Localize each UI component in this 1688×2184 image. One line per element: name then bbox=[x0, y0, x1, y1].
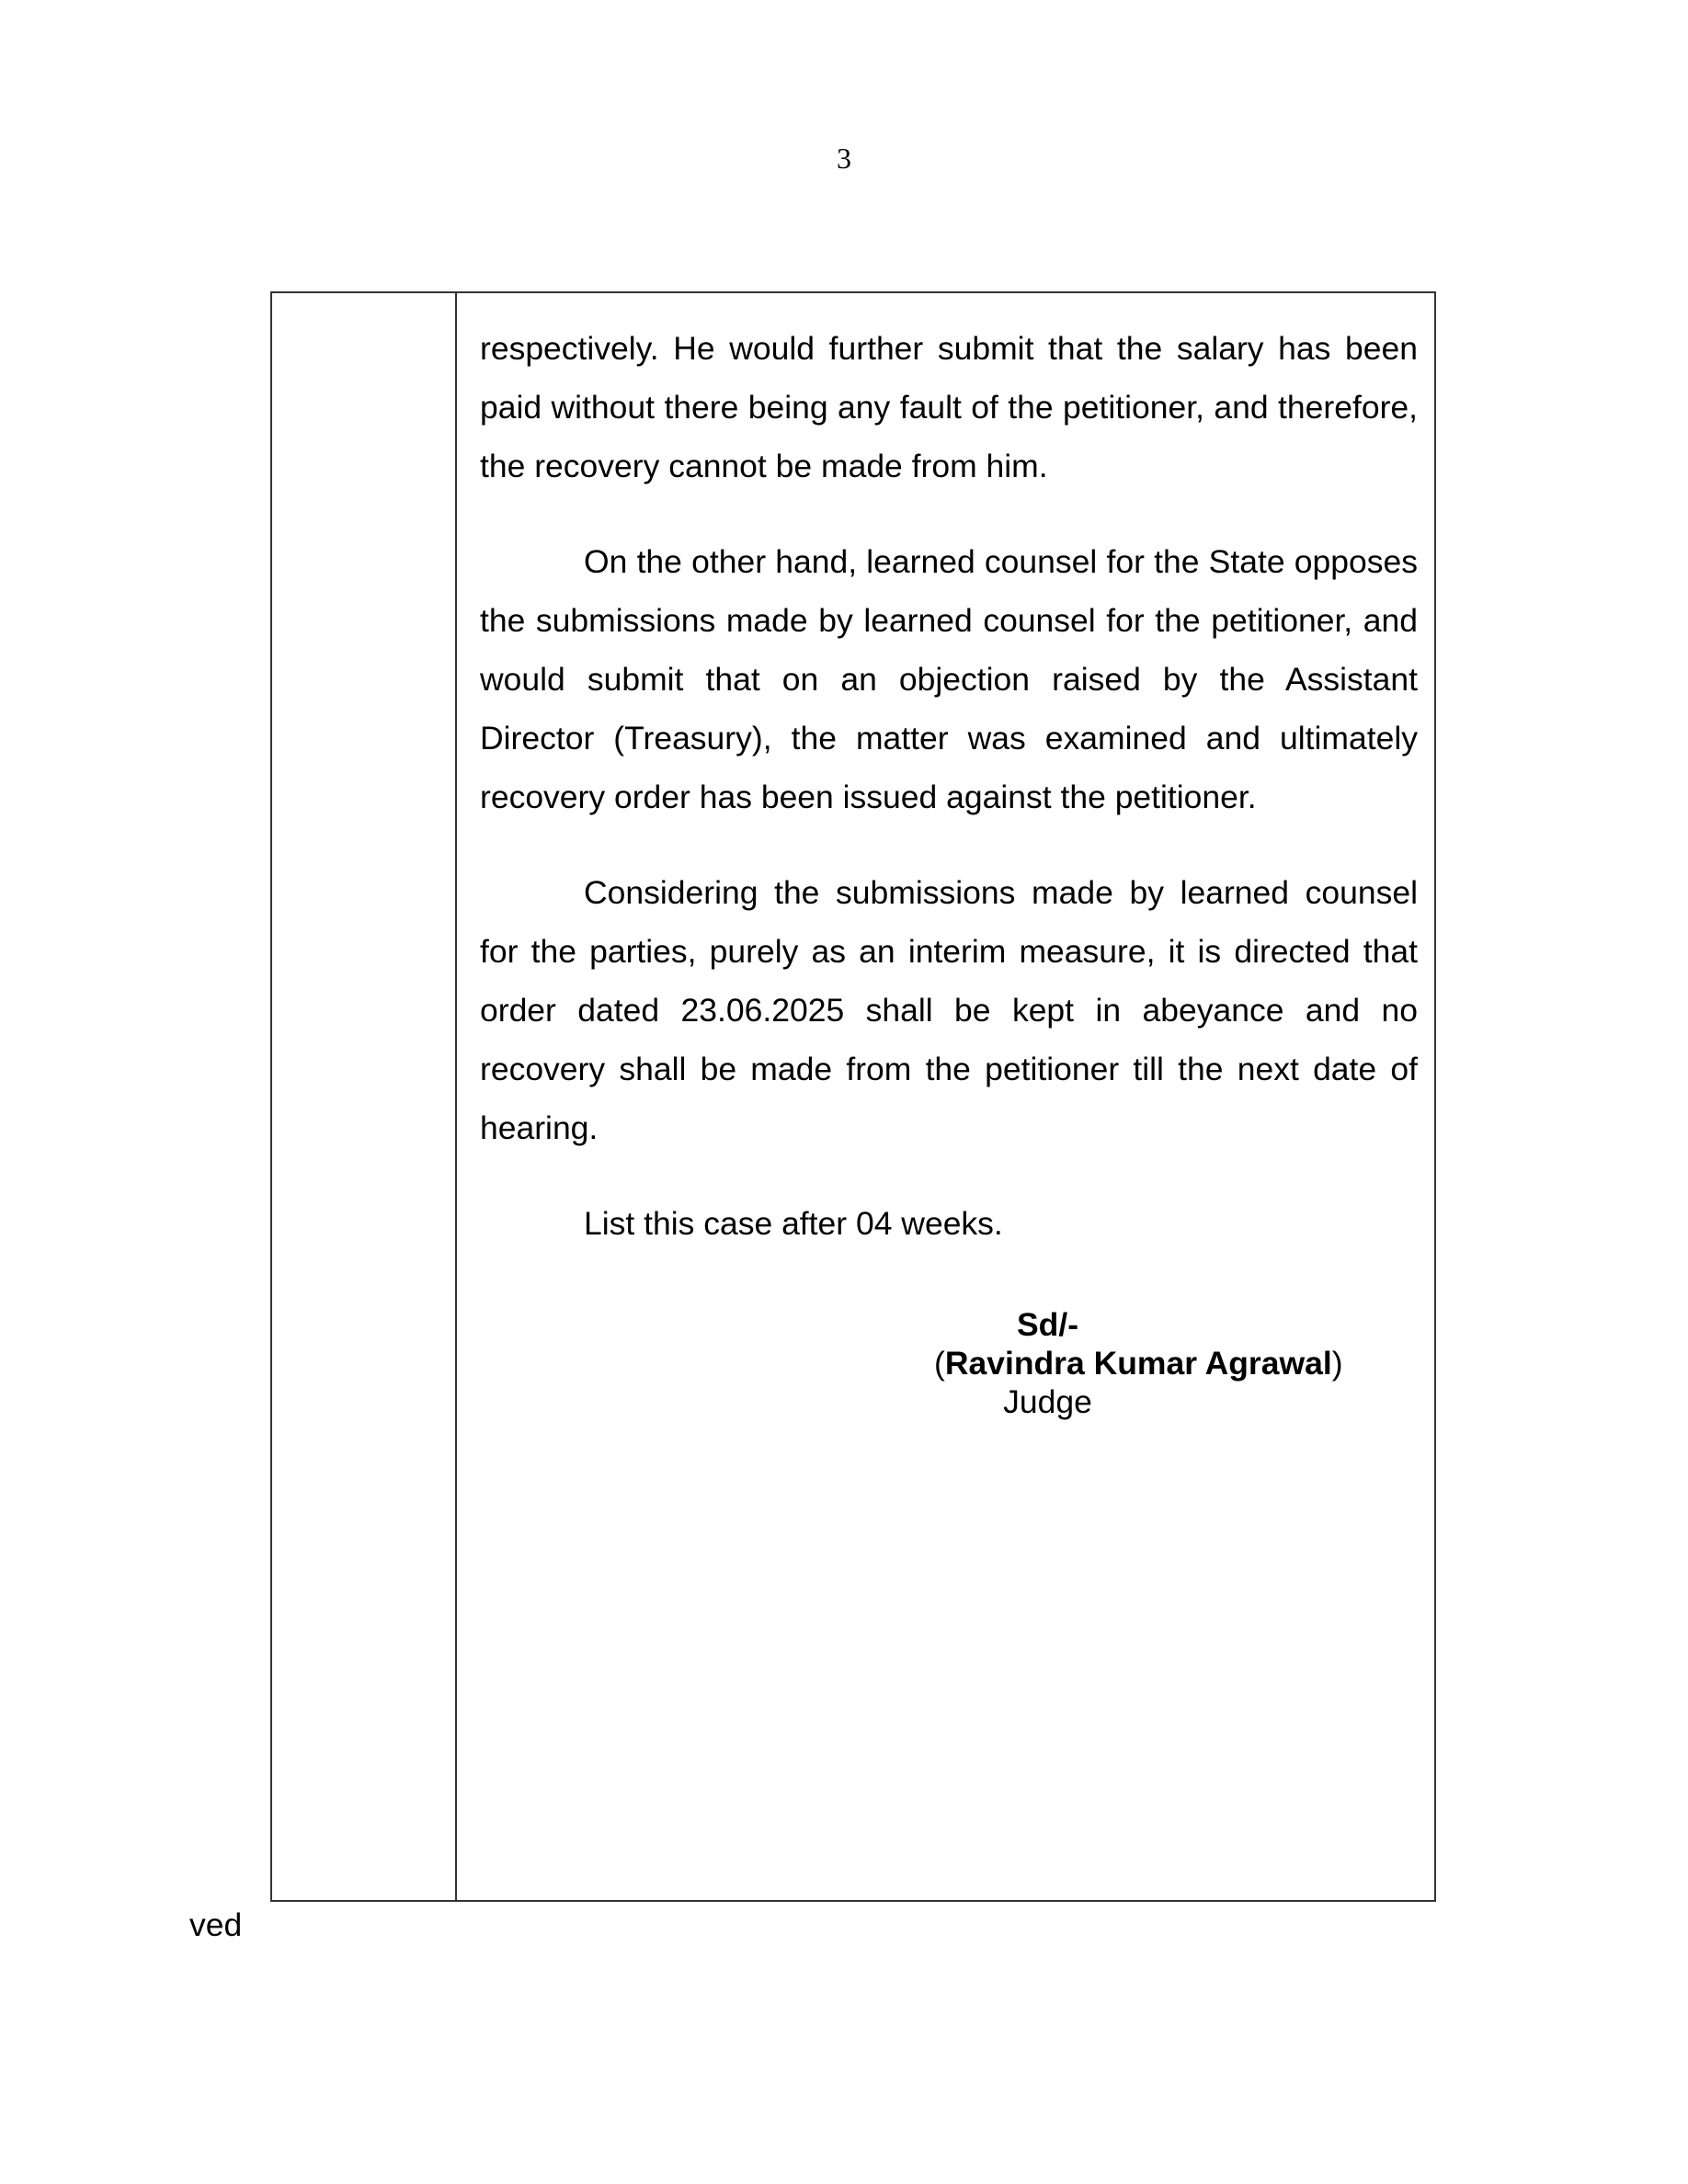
order-paragraph-1: respectively. He would further submit that the salary has been paid without there being any fault of the petitioner, and therefore, the recovery cannot be made from him. bbox=[480, 330, 1418, 484]
signature-block bbox=[934, 1305, 1343, 1421]
judge-name-line bbox=[934, 1344, 1343, 1382]
judge-designation: Judge bbox=[1003, 1383, 1092, 1420]
footer-initials: ved bbox=[189, 1906, 243, 1943]
signature-sd: Sd/- bbox=[1016, 1306, 1079, 1343]
judge-name-open-paren: ( bbox=[934, 1345, 945, 1382]
order-paragraph-3: Considering the submissions made by learned counsel for the parties, purely as an interim measure, it is directed that order dated 23.06.2025 shall be kept in abeyance and no recovery shall be made from the petitioner till the next date of hearing. bbox=[480, 874, 1418, 1146]
page-number: 3 bbox=[837, 142, 851, 175]
order-sheet-table bbox=[270, 291, 1436, 1902]
order-paragraph-2: On the other hand, learned counsel for the State opposes the submissions made by learned counsel for the petitioner, and would submit that on an objection raised by the Assistant Director (Treasury), the matter was examined and ultimately recovery order has been issued against the petitioner. bbox=[480, 543, 1418, 815]
judge-name-close-paren: ) bbox=[1331, 1345, 1343, 1382]
order-sheet-left-column bbox=[272, 293, 457, 1900]
judge-name: Ravindra Kumar Agrawal bbox=[944, 1345, 1332, 1382]
order-sheet-content bbox=[480, 319, 1418, 1253]
order-paragraph-4: List this case after 04 weeks. bbox=[584, 1205, 1003, 1242]
